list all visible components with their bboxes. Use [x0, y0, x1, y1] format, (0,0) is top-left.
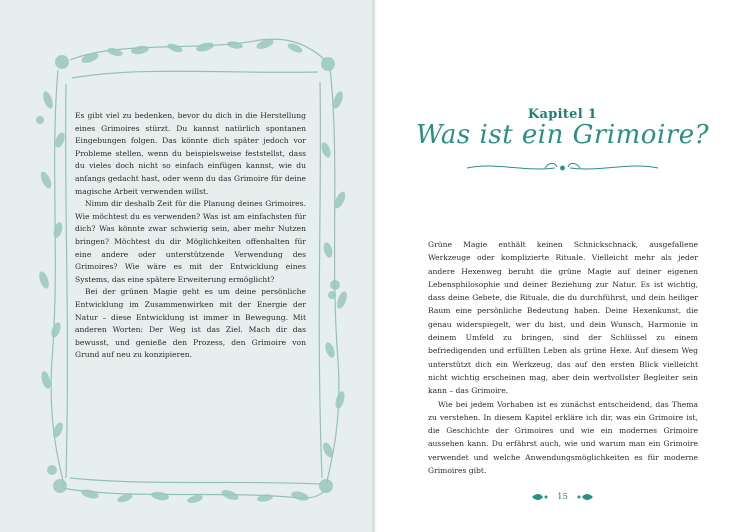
leaf-ornament-icon [576, 493, 594, 501]
left-paragraph-1: Es gibt viel zu bedenken, bevor du dich in die Herstellung eines Grimoires stürzt. Du kannst natürlich spontanen Eingebungen folgen. Das könnte dich später jedoch vor Probleme stellen, wenn du beispielsweise feststellst, dass du vieles doch nicht so einfach einfügen kannst, wie du anfangs gedacht hast, oder wenn du das Grimoire für deine magische Arbeit verwenden willst. [75, 111, 306, 196]
right-paragraph-1: Grüne Magie enthält keinen Schnickschnack, ausgefallene Werkzeuge oder komplizierte Rituale. Vielleicht mehr als jeder andere Hexenweg beruht die grüne Magie auf deiner eigenen Lebensphilosophie und deiner Beziehung zur Natur. Es ist wichtig, dass deine Gebete, die Rituale, die du durchführst, und dein heiliger Raum eine persönliche Bedeutung haben. Deine Hexenkunst, die genau widerspiegelt, wer du bist, und dein Wunsch, Harmonie in deinem Umfeld zu bringen, sind der Schlüssel zu einem befriedigenden und erfüllten Leben als grüne Hexe. Auf diesem Weg unterstützt dich ein Werkzeug, das auf den ersten Blick vielleicht nicht wichtig erscheinen mag, aber dein wertvollster Begleiter sein kann – das Grimoire. [428, 240, 698, 396]
page-number-footer [375, 492, 750, 504]
left-page-body [75, 110, 306, 362]
chapter-label: Kapitel 1 [527, 107, 598, 122]
chapter-title: Was ist ein Grimoire? [415, 120, 710, 150]
left-paragraph-3: Bei der grünen Magie geht es um deine persönliche Entwicklung im Zusammenwirken mit der Energie der Natur – diese Entwicklung ist immer in Bewegung. Mit anderen Worten: Der Weg ist das Ziel. Mach dir das bewusst, und genieße den Prozess, den Grimoire von Grund auf neu zu konzipieren. [75, 287, 306, 360]
page-number: 15 [557, 492, 568, 502]
title-flourish-ornament [465, 158, 660, 178]
book-gutter-shadow [372, 0, 378, 532]
right-page-body [428, 238, 698, 477]
right-paragraph-2: Wie bei jedem Vorhaben ist es zunächst entscheidend, das Thema zu verstehen. In diesem Kapitel erkläre ich dir, was ein Grimoire ist, die Geschichte der Grimoires und wie ein modernes Grimoire aussehen kann. Du erfährst auch, wie und warum man ein Grimoire verwendet und welche Anwendungsmöglichkeiten es für moderne Grimoires gibt. [428, 399, 698, 476]
leaf-ornament-icon [531, 493, 549, 501]
right-page [375, 0, 750, 532]
left-paragraph-2: Nimm dir deshalb Zeit für die Planung deines Grimoires. Wie möchtest du es verwenden? Was ist am einfachsten für dich? Was könnte zwar schwierig sein, aber mehr Nutzen bringen? Möchtest du dir Möglichkeiten offenhalten für eine andere oder unterstützende Verwendung des Grimoires? Wie wäre es mit der Entwicklung eines Systems, das eine spätere Erweiterung ermöglicht? [75, 199, 306, 284]
